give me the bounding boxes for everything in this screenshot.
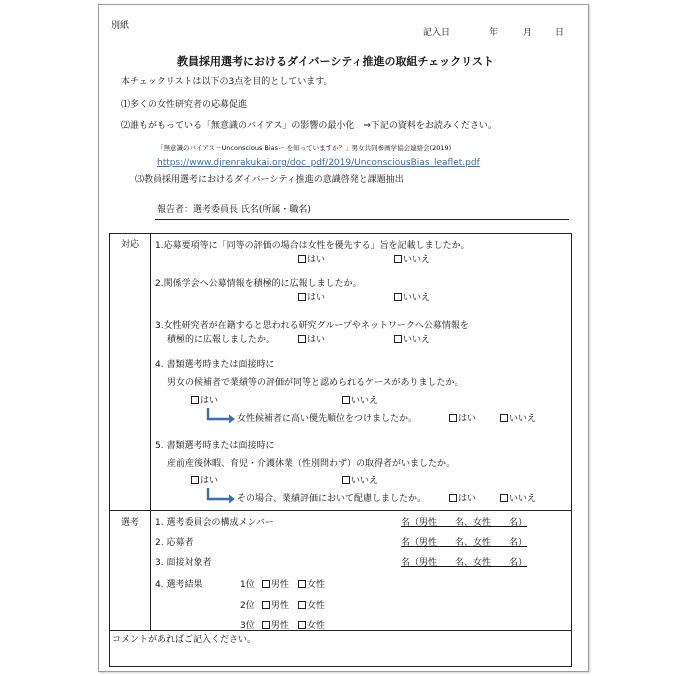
question-5-followup: その場合、業績評価において配慮しましたか。 [237, 494, 427, 504]
checkbox-icon[interactable] [262, 580, 270, 588]
intro-point-3: ⑶教員採用選考におけるダイバーシティ推進の意識啓発と課題抽出 [135, 175, 404, 185]
rank-1-male-option[interactable]: 男性 [262, 580, 289, 591]
rank-1-label: 1位 [240, 580, 255, 590]
interviewee-counts-field[interactable]: 名（男性 名、女性 名） [401, 558, 528, 568]
comment-field[interactable] [110, 648, 570, 664]
rank-2-female-option[interactable]: 女性 [298, 601, 325, 612]
q2-yes-option[interactable]: はい [298, 293, 325, 304]
checklist-page [98, 4, 589, 672]
q5-no-option[interactable]: いいえ [342, 476, 378, 487]
q4-followup-no-option[interactable]: いいえ [500, 414, 536, 425]
checkbox-icon[interactable] [298, 255, 306, 263]
checkbox-icon[interactable] [298, 335, 306, 343]
attachment-label: 別紙 [111, 21, 130, 31]
reporter-label: 報告者：選考委員長 氏名(所属・職名) [157, 205, 311, 215]
q4-yes-option[interactable]: はい [191, 396, 218, 407]
q4-followup-yes-option[interactable]: はい [449, 414, 476, 425]
comment-divider [109, 630, 571, 631]
question-4-line-2: 男女の候補者で業績等の評価が同等と認められるケースがありましたか。 [167, 378, 464, 388]
checkbox-icon[interactable] [394, 293, 402, 301]
date-label: 記入日 [423, 28, 451, 38]
question-5-line-1: 5. 書類選考時または面接時に [155, 441, 275, 451]
applicant-counts-field[interactable]: 名（男性 名、女性 名） [401, 538, 528, 548]
section-label-response: 対応 [121, 240, 140, 250]
q1-yes-option[interactable]: はい [298, 255, 325, 266]
intro-point-1: ⑴多くの女性研究者の応募促進 [121, 100, 248, 110]
checkbox-icon[interactable] [298, 293, 306, 301]
q5-yes-option[interactable]: はい [191, 476, 218, 487]
question-1: 1.応募要項等に「同等の評価の場合は女性を優先する」旨を記載しましたか。 [155, 241, 470, 251]
row-results: 4. 選考結果 [155, 580, 203, 590]
checkbox-icon[interactable] [262, 621, 270, 629]
reference-citation: 「無意識のバイアス－Unconscious Biasー を知っていますか？」男女共同参画学協会連絡会(2019) [157, 144, 452, 152]
checkbox-icon[interactable] [298, 621, 306, 629]
rank-3-label: 3位 [240, 621, 255, 631]
rank-2-male-option[interactable]: 男性 [262, 601, 289, 612]
follow-up-arrow-icon [205, 407, 237, 425]
q3-yes-option[interactable]: はい [298, 335, 325, 346]
checkbox-icon[interactable] [191, 396, 199, 404]
rank-1-female-option[interactable]: 女性 [298, 580, 325, 591]
question-4-line-1: 4. 書類選考時または面接時に [155, 360, 275, 370]
checkbox-icon[interactable] [298, 580, 306, 588]
row-applicants: 2. 応募者 [155, 538, 194, 548]
rank-3-female-option[interactable]: 女性 [298, 621, 325, 632]
rank-3-male-option[interactable]: 男性 [262, 621, 289, 632]
checkbox-icon[interactable] [394, 335, 402, 343]
checkbox-icon[interactable] [449, 414, 457, 422]
checkbox-icon[interactable] [500, 494, 508, 502]
q1-no-option[interactable]: いいえ [394, 255, 430, 266]
checkbox-icon[interactable] [342, 476, 350, 484]
row-interviewees: 3. 面接対象者 [155, 558, 212, 568]
label-column-divider [150, 233, 151, 630]
checkbox-icon[interactable] [394, 255, 402, 263]
follow-up-arrow-icon [205, 487, 237, 505]
checkbox-icon[interactable] [262, 601, 270, 609]
q2-no-option[interactable]: いいえ [394, 293, 430, 304]
comment-prompt: コメントがあればご記入ください。 [112, 635, 257, 645]
checkbox-icon[interactable] [342, 396, 350, 404]
page-title: 教員採用選考におけるダイバーシティ推進の取組チェックリスト [177, 55, 494, 68]
q5-followup-yes-option[interactable]: はい [449, 494, 476, 505]
q5-followup-no-option[interactable]: いいえ [500, 494, 536, 505]
q3-no-option[interactable]: いいえ [394, 335, 430, 346]
row-committee-members: 1. 選考委員会の構成メンバー [155, 518, 274, 528]
question-4-followup: 女性候補者に高い優先順位をつけましたか。 [237, 414, 418, 424]
year-label: 年 [489, 28, 499, 38]
checkbox-icon[interactable] [191, 476, 199, 484]
reference-link[interactable]: https://www.djrenrakukai.org/doc_pdf/2019/UnconsciousBias_leaflet.pdf [157, 158, 480, 168]
question-2: 2.関係学会へ公募情報を積極的に広報しましたか。 [155, 279, 362, 289]
intro-lead: 本チェックリストは以下の3点を目的としています。 [121, 77, 333, 87]
committee-counts-field[interactable]: 名（男性 名、女性 名） [401, 518, 528, 528]
checkbox-icon[interactable] [500, 414, 508, 422]
month-label: 月 [523, 28, 533, 38]
rank-2-label: 2位 [240, 601, 255, 611]
question-5-line-2: 産前産後休暇、育児・介護休業（性別問わず）の取得者がいましたか。 [167, 459, 456, 469]
reporter-underline [155, 219, 569, 220]
section-label-selection: 選考 [121, 518, 140, 528]
question-3-line-2: 積極的に広報しましたか。 [167, 335, 276, 345]
intro-point-2: ⑵誰もがもっている「無意識のバイアス」の影響の最小化 ⇒下記の資料をお読みください。 [121, 121, 497, 131]
checkbox-icon[interactable] [449, 494, 457, 502]
checkbox-icon[interactable] [298, 601, 306, 609]
question-3-line-1: 3.女性研究者が在籍すると思われる研究グループやネットワークへ公募情報を [155, 321, 469, 331]
section-divider [109, 510, 571, 511]
day-label: 日 [555, 28, 565, 38]
q4-no-option[interactable]: いいえ [342, 396, 378, 407]
